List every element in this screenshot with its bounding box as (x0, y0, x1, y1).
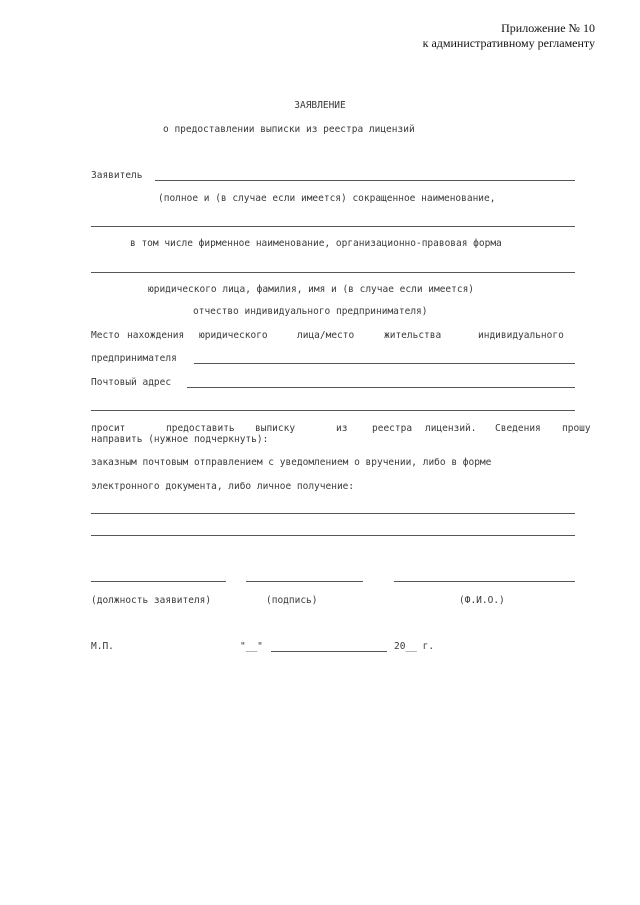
postal-address-label: Почтовый адрес (91, 377, 172, 388)
signature-line[interactable] (246, 581, 363, 582)
postal-address-field-2[interactable] (91, 410, 575, 411)
request-word-5: реестра (372, 423, 413, 434)
applicant-hint-2: в том числе фирменное наименование, организационно-правовая форма (130, 238, 502, 249)
signature-caption: (подпись) (266, 595, 318, 606)
location-word-2: нахождения (127, 330, 185, 341)
full-name-signature-line[interactable] (394, 581, 575, 582)
date-month-field[interactable] (271, 651, 387, 652)
applicant-hint-4: отчество индивидуального предпринимателя) (193, 306, 428, 317)
location-field[interactable] (194, 363, 575, 364)
stamp-placeholder: М.П. (91, 641, 114, 652)
applicant-name-field-2[interactable] (91, 226, 575, 227)
applicant-hint-3: юридического лица, фамилия, имя и (в случае если имеется) (148, 284, 475, 295)
applicant-name-field-3[interactable] (91, 272, 575, 273)
location-word-4: лица/место (297, 330, 355, 341)
document-title: ЗАЯВЛЕНИЕ (294, 100, 346, 111)
request-line-3: заказным почтовым отправлением с уведомлением о вручении, либо в форме (91, 457, 492, 468)
applicant-name-field[interactable] (155, 180, 575, 181)
full-name-caption: (Ф.И.О.) (459, 595, 505, 606)
location-word-1: Место (91, 330, 120, 341)
date-year: 20__ г. (394, 641, 435, 652)
applicant-hint-1: (полное и (в случае если имеется) сокращенное наименование, (158, 193, 496, 204)
request-line-4: электронного документа, либо личное получение: (91, 481, 355, 492)
date-day: "__" (240, 641, 263, 652)
position-signature-line[interactable] (91, 581, 226, 582)
reglament-label: к административному регламенту (422, 36, 595, 50)
request-word-2: предоставить (166, 423, 235, 434)
request-word-7: Сведения (495, 423, 541, 434)
appendix-label: Приложение № 10 (501, 21, 595, 35)
delivery-method-field[interactable] (91, 513, 575, 514)
request-line-2: направить (нужное подчеркнуть): (91, 434, 269, 445)
applicant-label: Заявитель (91, 170, 143, 181)
request-word-1: просит (91, 423, 126, 434)
location-word-6: индивидуального (478, 330, 564, 341)
postal-address-field[interactable] (187, 387, 575, 388)
location-word-5: жительства (384, 330, 442, 341)
request-word-3: выписку (255, 423, 296, 434)
delivery-method-field-2[interactable] (91, 535, 575, 536)
request-word-8: прошу (562, 423, 591, 434)
request-word-6: лицензий. (425, 423, 477, 434)
location-word-3: юридического (199, 330, 268, 341)
position-caption: (должность заявителя) (91, 595, 212, 606)
document-subtitle: о предоставлении выписки из реестра лицензий (163, 124, 415, 135)
location-continuation: предпринимателя (91, 353, 177, 364)
request-word-4: из (336, 423, 348, 434)
